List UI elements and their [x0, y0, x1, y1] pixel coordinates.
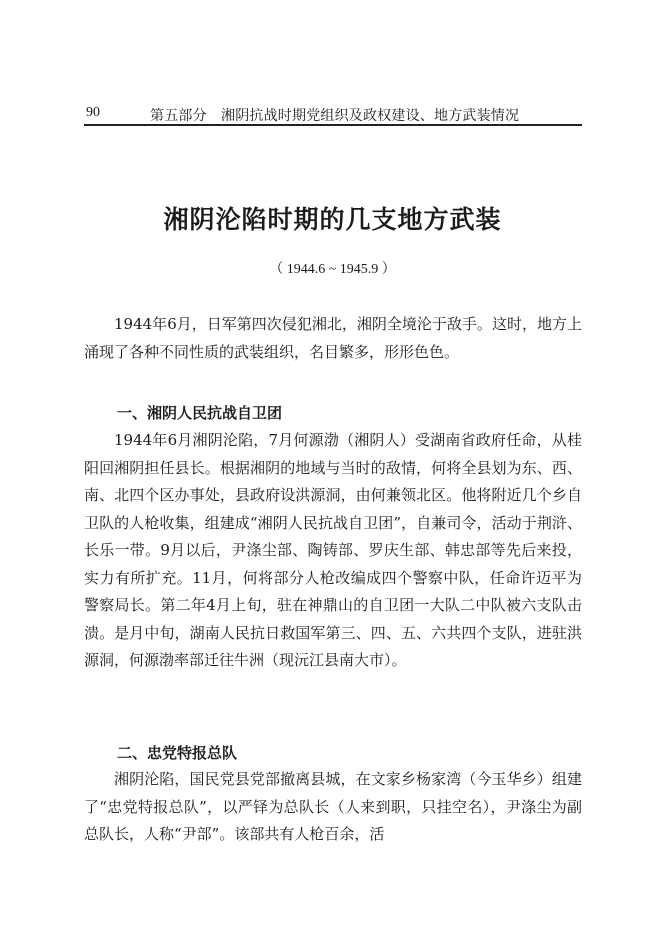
article-title: 湘阴沦陷时期的几支地方武装 — [163, 205, 502, 234]
section-2-heading: 二、忠党特报总队 — [117, 744, 238, 762]
section-2-paragraph: 湘阴沦陷，国民党县党部撤离县城，在文家乡杨家湾（今玉华乡）组建了“忠党特报总队”，以严铎为总队长（人来到职，只挂空名），尹涤尘为副总队长，人称“尹部”。该部共有人枪百余，活 — [84, 770, 582, 843]
page-number: 90 — [86, 105, 100, 120]
header-rule — [84, 124, 582, 126]
intro-paragraph: 1944年6月，日军第四次侵犯湘北，湘阴全境沦于敌手。这时，地方上涌现了各种不同性质的武装组织，名目繁多，形形色色。 — [84, 315, 582, 361]
article-period: （ 1944.6 ~ 1945.9 ） — [269, 262, 396, 277]
section-1-heading: 一、湘阴人民抗战自卫团 — [117, 404, 283, 422]
running-title: 第五部分 湘阴抗战时期党组织及政权建设、地方武装情况 — [150, 108, 520, 124]
section-1-paragraph: 1944年6月湘阴沦陷，7月何源渤（湘阴人）受湖南省政府任命，从桂阳回湘阴担任县长。根据湘阴的地域与当时的敌情，何将全县划为东、西、南、北四个区办事处，县政府设洪源洞，由何兼领北区。他将附近几个乡自卫队的人枪收集，组建成“湘阴人民抗战自卫团”，自兼司令，活动于荆浒、长乐一带。9月以后，尹涤尘部、陶铸部、罗庆生部、韩忠部等先后来投，实力有所扩充。11月，何将部分人枪改编成四个警察中队，任命许迈平为警察局长。第二年4月上旬，驻在神鼎山的自卫团一大队二中队被六支队击溃。是月中旬，湖南人民抗日救国军第三、四、五、六共四个支队，进驻洪源洞，何源渤率部迁往牛洲（现沅江县南大市）。 — [84, 431, 582, 669]
